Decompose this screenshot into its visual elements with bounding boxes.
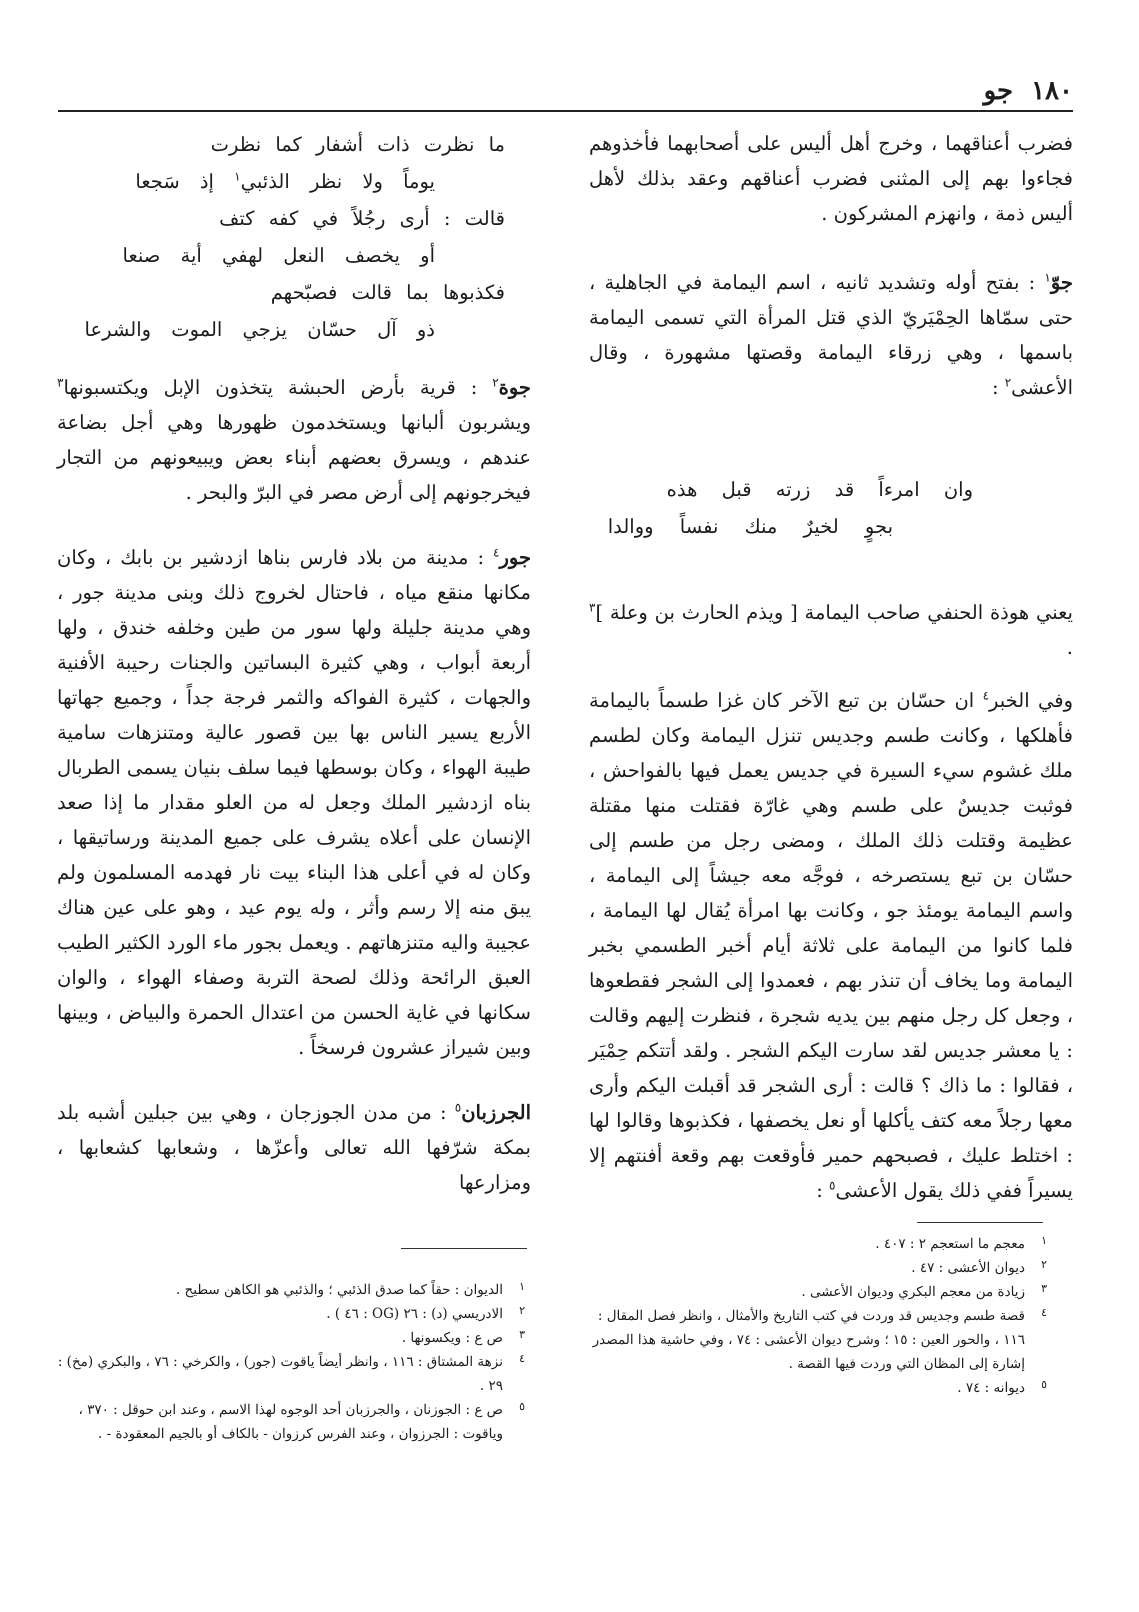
- footnote-number: ٣: [1041, 1282, 1047, 1295]
- footnote: [587, 1376, 1047, 1400]
- verse-hemistich: ما نظرت ذات أشفار كما نظرت: [210, 133, 505, 156]
- footnote-text: ص ع : الجوزنان ، والجرزبان أحد الوجوه لهذا الاسم ، وعند ابن حوقل : ٣٧٠ ، وياقوت : الجرزوان ، وعند الفرس كرزوان - بالكاف أو بالجيم المعقودة - .: [78, 1402, 503, 1442]
- note-ref[interactable]: ٣: [57, 375, 64, 390]
- footnote-number: ١: [519, 1280, 525, 1293]
- verse-hemistich: وان امرءاً قد زرته قبل هذه: [666, 478, 973, 501]
- footnote-number: ٣: [519, 1328, 525, 1341]
- footnote-text: ديوان الأعشى : ٤٧ .: [911, 1260, 1025, 1276]
- verse-hemistich: بجوٍ لخيرٌ منك نفساً ووالدا: [607, 515, 893, 538]
- footnote-text: نزهة المشتاق : ١١٦ ، وانظر أيضاً ياقوت (جور) ، والكرخي : ٧٦ ، والبكري (مخ) : ٢٩ .: [57, 1354, 503, 1394]
- verse-hemistich: فكذبوها بما قالت فصبّحهم: [270, 281, 505, 304]
- footnote-text: معجم ما استعجم ٢ : ٤٠٧ .: [875, 1236, 1025, 1252]
- left-column: [57, 126, 531, 1200]
- header-rule: [58, 110, 1073, 112]
- explanation-line: [589, 595, 1073, 665]
- footnote-rule: [917, 1222, 1043, 1223]
- entry-head: جوة: [498, 376, 531, 399]
- entry-head: الجرزبان: [461, 1101, 531, 1124]
- note-ref[interactable]: ٢: [492, 375, 499, 390]
- note-ref[interactable]: ١: [234, 169, 241, 184]
- footnote-rule: [401, 1248, 527, 1249]
- footnote: [47, 1350, 525, 1398]
- footnote-text: قصة طسم وجديس قد وردت في كتب التاريخ والأمثال ، وانظر فصل المقال : ١١٦ ، والحور العين : ١٥ ؛ وشرح ديوان الأعشى : ٧٤ ، وفي حاشية هذا المصدر إشارة إلى المظان التي وردت فيها القصة .: [592, 1308, 1025, 1372]
- entry-text: : مدينة من بلاد فارس بناها ازدشير بن بابك ، وكان مكانها منقع مياه ، فاحتال لخروج ذلك وبنى مدينة جور ، وهي مدينة جليلة ولها سور من طين وخلفه خندق ، ولها أربعة أبواب ، وهي كثيرة البساتين والجنات رحيبة الأفنية والجهات ، كثيرة الفواكه والثمر فرجة جداً ، وجميع جهاتها الأربع يسير الناس بها بين قصور عالية ومتنزهات سامية طيبة الهواء ، وكان بوسطها فيما سلف بنيان يسمى الطربال بناه ازدشير الملك وجعل له من العلو مقدار ما إذا صعد الإنسان على أعلاه يشرف على جميع المدينة ورساتيقها ، وكان له في أعلى هذا البناء بيت نار فهدمه المسلمون ولم يبق منه إلا رسم وأثر ، وله يوم عيد ، وهو على عين هناك عجيبة واليه متنزهاتهم . ويعمل بجور ماء الورد الكثير الطيب العبق الرائحة وذلك لصحة التربة وصفاء الهواء ، والوان سكانها في غاية الحسن من اعتدال الحمرة والبياض ، وبينها وبين شيراز عشرون فرسخاً .: [57, 546, 531, 1059]
- running-title: جو: [983, 76, 1014, 106]
- entry-text: : بفتح أوله وتشديد ثانيه ، اسم اليمامة في الجاهلية ، حتى سمّاها الحِمْيَريّ الذي قتل المرأة التي تسمى اليمامة باسمها ، وهي زرقاء اليمامة وقصتها مشهورة ، وقال الأعشى: [589, 271, 1073, 399]
- footnote-number: ٢: [519, 1304, 525, 1317]
- entry-jawa: [57, 370, 531, 510]
- footnote: [587, 1304, 1047, 1376]
- verse-text: يوماً ولا نظر الذئبي: [240, 170, 435, 193]
- entry-text: : قرية بأرض الحبشة يتخذون الإبل ويكتسبونها: [63, 376, 493, 399]
- footnote-number: ٢: [1041, 1258, 1047, 1271]
- footnote-number: ٥: [1041, 1378, 1047, 1391]
- running-head: [70, 72, 1073, 106]
- note-ref[interactable]: ٣: [589, 600, 596, 615]
- footnote: [47, 1398, 525, 1446]
- footnotes-left: [47, 1278, 525, 1446]
- footnote: [47, 1326, 525, 1350]
- verse-hemistich: أو يخصف النعل لهفي أية صنعا: [122, 244, 435, 267]
- entry-juzban: [57, 1095, 531, 1200]
- note-ref[interactable]: ٢: [1004, 375, 1012, 390]
- footnote-text: زيادة من معجم البكري وديوان الأعشى .: [801, 1284, 1025, 1300]
- story-paragraph: [589, 683, 1073, 1208]
- verse-text: إذ سَجعا: [135, 170, 235, 193]
- footnote-number: ٥: [519, 1400, 525, 1413]
- poem-verse: [589, 471, 1073, 545]
- entry-text: وفي الخبر: [989, 689, 1073, 712]
- page-number: ١٨٠: [1031, 76, 1073, 106]
- intro-paragraph: فضرب أعناقهما ، وخرج أهل أليس على أصحابهما فأخذوهم فجاءوا بهم إلى المثنى فضرب أعناقهم وعقد بذلك لأهل أليس ذمة ، وانهزم المشركون .: [589, 132, 1073, 225]
- entry-head: جور: [499, 546, 531, 569]
- right-column: [589, 126, 1073, 1208]
- footnote-text: ديوانه : ٧٤ .: [957, 1380, 1025, 1396]
- note-ref[interactable]: ١: [1044, 270, 1051, 285]
- footnote: [47, 1278, 525, 1302]
- entry-text: :: [816, 1179, 829, 1202]
- entry-jur: [57, 540, 531, 1065]
- note-ref[interactable]: ٥: [454, 1100, 462, 1115]
- entry-text: :: [991, 376, 1005, 399]
- footnote-number: ١: [1041, 1234, 1047, 1247]
- footnotes-right: [587, 1232, 1047, 1400]
- footnote: [47, 1302, 525, 1326]
- footnote: [587, 1256, 1047, 1280]
- footnote: [587, 1232, 1047, 1256]
- footnote-number: ٤: [519, 1352, 525, 1365]
- note-ref[interactable]: ٥: [829, 1178, 836, 1193]
- footnote: [587, 1280, 1047, 1304]
- note-ref[interactable]: ٤: [982, 688, 990, 703]
- verse-hemistich: ذو آل حسّان يزجي الموت والشرعا: [84, 318, 435, 341]
- footnote-number: ٤: [1041, 1306, 1047, 1319]
- verse-text: [135, 170, 435, 193]
- footnote-text: الديوان : حقاً كما صدق الذئبي ؛ والذئبي هو الكاهن سطيح .: [175, 1282, 503, 1298]
- entry-text: : من مدن الجوزجان ، وهي بين جبلين أشبه بلد بمكة شرّفها الله تعالى وأعزّها ، وشعابها كشعابها ، ومزارعها: [57, 1101, 531, 1194]
- entry-head: جوّ: [1050, 271, 1073, 294]
- entry-text: ان حسّان بن تبع الآخر كان غزا طسماً باليمامة فأهلكها ، وكانت طسم وجديس تنزل اليمامة وكان لطسم ملك غشوم سيء السيرة في جديس يعمل فيها بالفواحش ، فوثبت جديسٌ على طسم وهي غارّة فقتلت منها مقتلة عظيمة وقتلت ذلك الملك ، ومضى رجل من طسم إلى حسّان بن تبع يستصرخه ، فوجَّه معه جيشاً إلى اليمامة ، واسم اليمامة يومئذ جو ، وكانت بها امرأة يُقال لها اليمامة ، فلما كانوا من اليمامة على ثلاثة أيام أخبر الطسمي بخبر اليمامة وما يخاف أن تنذر بهم ، فعمدوا إلى الشجر فقطعوها ، وجعل كل رجل منهم بين يديه شجرة ، فنظرت إليهم وقالت : يا معشر جديس لقد سارت اليكم الشجر . ولقد أتتكم حِمْيَر ، فقالوا : ما ذاك ؟ قالت : أرى الشجر قد أقبلت اليكم وأرى معها رجلاً معه كتف يأكلها أو نعل يخصفها ، فكذبوها وقالوا لها : اختلط عليك ، فصبحهم حمير فأوقعت بهم وقعة أفنتهم إلا يسيراً ففي ذلك يقول الأعشى: [589, 689, 1073, 1202]
- entry-jaw: [589, 265, 1073, 405]
- note-ref[interactable]: ٤: [493, 545, 500, 560]
- entry-text: .: [1066, 636, 1073, 659]
- entry-text: ويشربون ألبانها ويستخدمون ظهورها وهي أجل بضاعة عندهم ، ويسرق بعضهم أبناء بعض ويبيعونهم من التجار فيخرجونهم إلى أرض مصر في البرّ والبحر .: [57, 411, 531, 504]
- footnote-text: الادريسي (د) : ٢٦ (OG : ٤٦ ) .: [326, 1306, 503, 1322]
- footnote-text: ص ع : ويكسونها .: [401, 1330, 503, 1346]
- verse-hemistich: [57, 163, 531, 200]
- poem: [57, 126, 531, 348]
- entry-text: يعني هوذة الحنفي صاحب اليمامة [ ويذم الحارث بن وعلة ]: [595, 601, 1073, 624]
- verse-hemistich: قالت : أرى رجُلاً في كفه كتف: [219, 207, 505, 230]
